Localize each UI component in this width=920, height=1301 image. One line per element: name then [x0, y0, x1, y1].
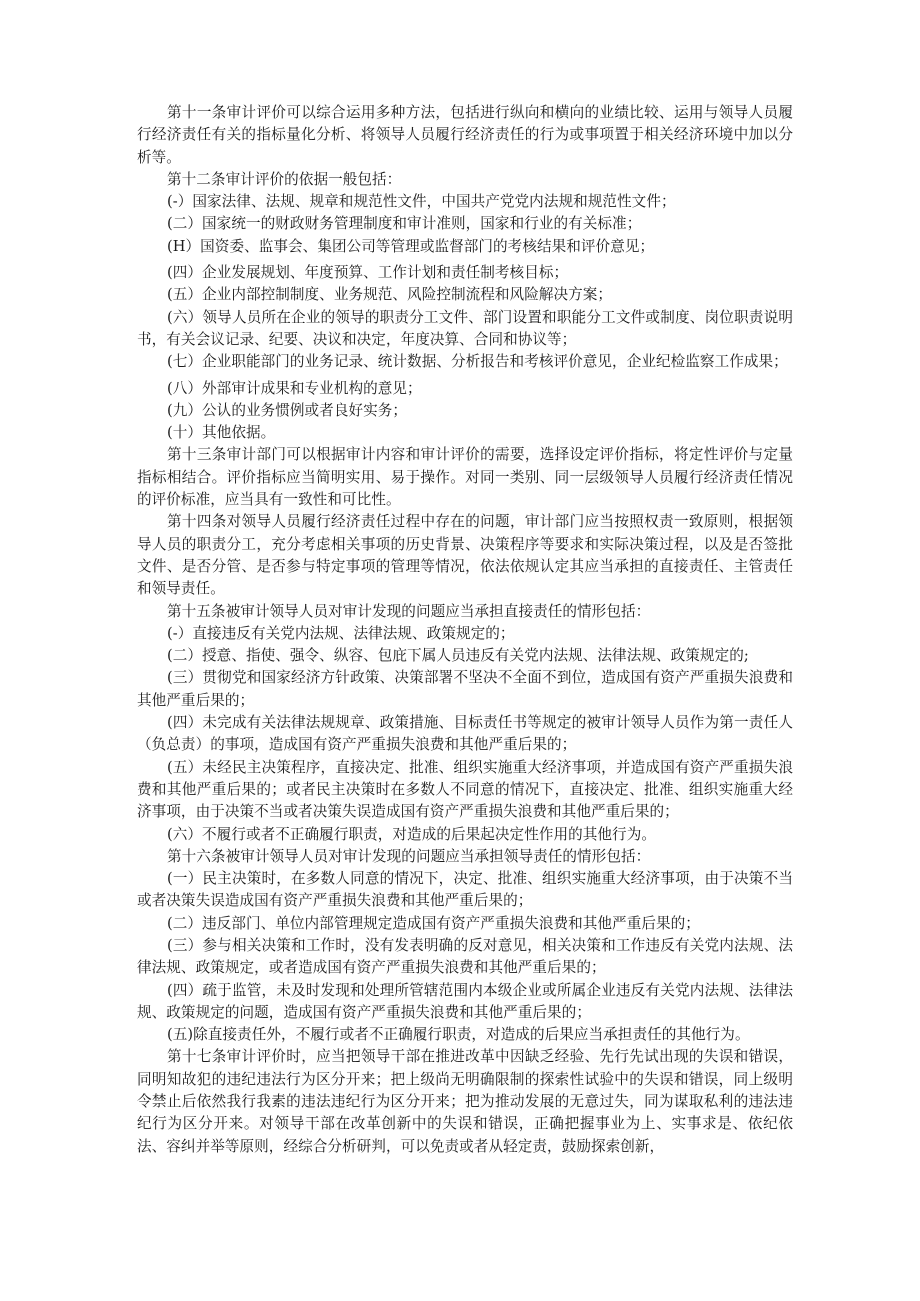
- article-12-item-1: (-）国家法律、法规、规章和规范性文件，中国共产党党内法规和规范性文件；: [167, 193, 676, 211]
- article-16-item-2: (二）违反部门、单位内部管理规定造成国有资产严重损失浪费和其他严重后果的；: [167, 914, 700, 932]
- article-11: 第十一条审计评价可以综合运用多种方法，包括进行纵向和横向的业绩比较、运用与领导人员履行经济责任有关的指标量化分析、将领导人员履行经济责任的行为或事项置于相关经济环境中加以分析等。: [137, 104, 793, 166]
- article-15-item-6: (六）不履行或者不正确履行职责，对造成的后果起决定性作用的其他行为。: [167, 825, 656, 843]
- article-16-item-5: (五)除直接责任外，不履行或者不正确履行职责，对造成的后果应当承担责任的其他行为。: [167, 1026, 750, 1044]
- article-12-item-2: (二）国家统一的财政财务管理制度和审计准则，国家和行业的有关标准；: [167, 215, 642, 233]
- article-15: 第十五条被审计领导人员对审计发现的问题应当承担直接责任的情形包括：: [167, 602, 651, 620]
- article-16-item-3: (三）参与相关决策和工作时，没有发表明确的反对意见，相关决策和工作违反有关党内法规、法律法规、政策规定，或者造成国有资产严重损失浪费和其他严重后果的；: [137, 936, 793, 977]
- article-17: 第十七条审计评价时，应当把领导干部在推进改革中因缺乏经验、先行先试出现的失误和错误，同明知故犯的违纪违法行为区分开来；把上级尚无明确限制的探索性试验中的失误和错误，同上级明令禁止后依然我行我素的违法违纪行为区分开来；把为推动发展的无意过失，同为谋取私利的违法违纪行为区分开来。对领导干部在改革创新中的失误和错误，正确把握事业为上、实事求是、依纪依法、容纠并举等原则，经综合分析研判，可以免责或者从轻定责，鼓励探索创新，: [137, 1048, 793, 1155]
- article-15-item-1: (-）直接违反有关党内法规、法律法规、政策规定的；: [167, 624, 515, 642]
- article-14: 第十四条对领导人员履行经济责任过程中存在的问题，审计部门应当按照权责一致原则，根据领导人员的职责分工，充分考虑相关事项的历史背景、决策程序等要求和实际决策过程，以及是否签批文件、是否分管、是否参与特定事项的管理等情况，依法依规认定其应当承担的直接责任、主管责任和领导责任。: [137, 513, 793, 598]
- article-16-item-1: (一）民主决策时，在多数人同意的情况下，决定、批准、组织实施重大经济事项，由于决策不当或者决策失误造成国有资产严重损失浪费和其他严重后果的；: [137, 870, 793, 910]
- article-15-item-4: (四）未完成有关法律法规规章、政策措施、目标责任书等规定的被审计领导人员作为第一责任人（负总责）的事项，造成国有资产严重损失浪费和其他严重后果的；: [137, 714, 793, 754]
- article-12-item-9: (九）公认的业务惯例或者良好实务；: [167, 401, 408, 419]
- article-12-item-4: (四）企业发展规划、年度预算、工作计划和责任制考核目标；: [167, 264, 569, 282]
- article-12: 第十二条审计评价的依据一般包括：: [167, 170, 402, 188]
- document-page: [137, 102, 793, 1158]
- article-12-item-5: (五）企业内部控制制度、业务规范、风险控制流程和风险解决方案；: [167, 286, 613, 304]
- article-13: 第十三条审计部门可以根据审计内容和审计评价的需要，选择设定评价指标，将定性评价与定量指标相结合。评价指标应当简明实用、易于操作。对同一类别、同一层级领导人员履行经济责任情况的评价标准，应当具有一致性和可比性。: [137, 446, 793, 509]
- article-15-item-3: (三）贯彻党和国家经济方针政策、决策部署不坚决不全面不到位，造成国有资产严重损失浪费和其他严重后果的；: [137, 669, 793, 709]
- article-12-item-10: (十）其他依据。: [167, 424, 276, 442]
- article-16: 第十六条被审计领导人员对审计发现的问题应当承担领导责任的情形包括：: [167, 847, 651, 865]
- article-15-item-2: (二）授意、指使、强令、纵容、包庇下属人员违反有关党内法规、法律法规、政策规定的;: [167, 647, 749, 665]
- article-12-item-3: (H）国资委、监事会、集团公司等管理或监督部门的考核结果和评价意见；: [167, 237, 655, 255]
- article-12-item-6: (六）领导人员所在企业的领导的职责分工文件、部门设置和职能分工文件或制度、岗位职责说明书，有关会议记录、纪要、决议和决定，年度决算、合同和协议等；: [137, 308, 793, 348]
- article-12-item-7: (七）企业职能部门的业务记录、统计数据、分析报告和考核评价意见，企业纪检监察工作成果；: [167, 353, 788, 371]
- article-15-item-5: (五）未经民主决策程序，直接决定、批准、组织实施重大经济事项，并造成国有资产严重损失浪费和其他严重后果的；或者民主决策时在多数人不同意的情况下，直接决定、批准、组织实施重大经济事项，由于决策不当或者决策失误造成国有资产严重损失浪费和其他严重后果的；: [137, 758, 793, 821]
- article-16-item-4: (四）疏于监管，未及时发现和处理所管辖范围内本级企业或所属企业违反有关党内法规、法律法规、政策规定的问题，造成国有资产严重损失浪费和其他严重后果的；: [137, 981, 793, 1021]
- article-12-item-8: (八）外部审计成果和专业机构的意见；: [167, 379, 422, 397]
